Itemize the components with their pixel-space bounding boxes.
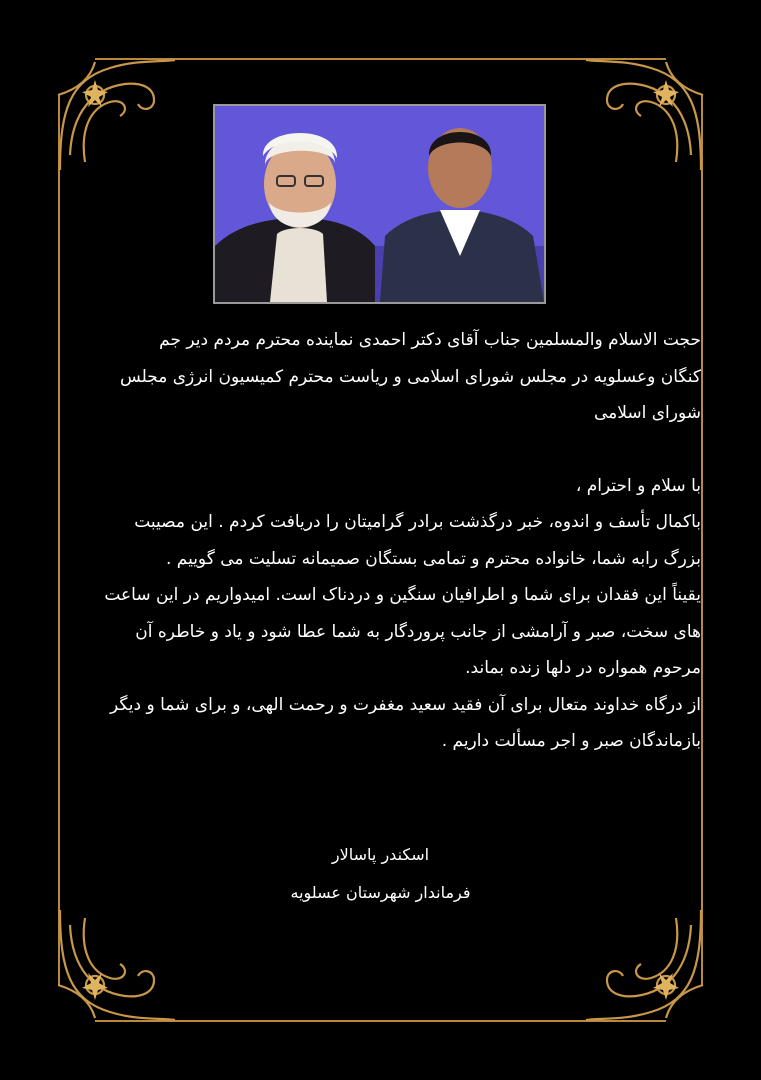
corner-ornament-icon — [50, 50, 180, 180]
message-line: از درگاه خداوند متعال برای آن فقید سعید مغفرت و رحمت الهی، و برای شما و دیگر — [110, 694, 701, 715]
signature-name: اسکندر پاسالار — [331, 845, 430, 864]
corner-ornament-icon — [581, 900, 711, 1030]
corner-ornament-icon — [50, 900, 180, 1030]
signature-block — [0, 836, 761, 912]
message-line: یقیناً این فقدان برای شما و اطرافیان سنگین و دردناک است. امیدواریم در این ساعت — [104, 585, 701, 605]
recipient-line: حجت الاسلام والمسلمین جناب آقای دکتر احمدی نماینده محترم مردم دیر جم — [159, 330, 701, 350]
recipient-line: کنگان وعسلویه در مجلس شورای اسلامی و ریاست محترم کمیسیون انرژی مجلس — [119, 366, 701, 387]
recipient-line: شورای اسلامی — [593, 403, 701, 423]
condolence-letter — [70, 322, 701, 760]
message-line: بزرگ رابه شما، خانواده محترم و تمامی بستگان صمیمانه تسلیت می گوییم . — [165, 548, 701, 569]
message-line: های سخت، صبر و آرامشی از جانب پروردگار به شما عطا شود و یاد و خاطره آن — [135, 621, 701, 642]
salutation: با سلام و احترام ، — [575, 475, 701, 496]
message-line: باکمال تأسف و اندوه، خبر درگذشت برادر گرامیتان را دریافت کردم . این مصیبت — [134, 512, 701, 532]
signature-title: فرماندار شهرستان عسلویه — [290, 883, 471, 902]
portrait-photo — [213, 104, 546, 304]
message-line: مرحوم همواره در دلها زنده بماند. — [465, 658, 701, 678]
message-line: بازماندگان صبر و اجر مسألت داریم . — [441, 731, 701, 751]
corner-ornament-icon — [581, 50, 711, 180]
